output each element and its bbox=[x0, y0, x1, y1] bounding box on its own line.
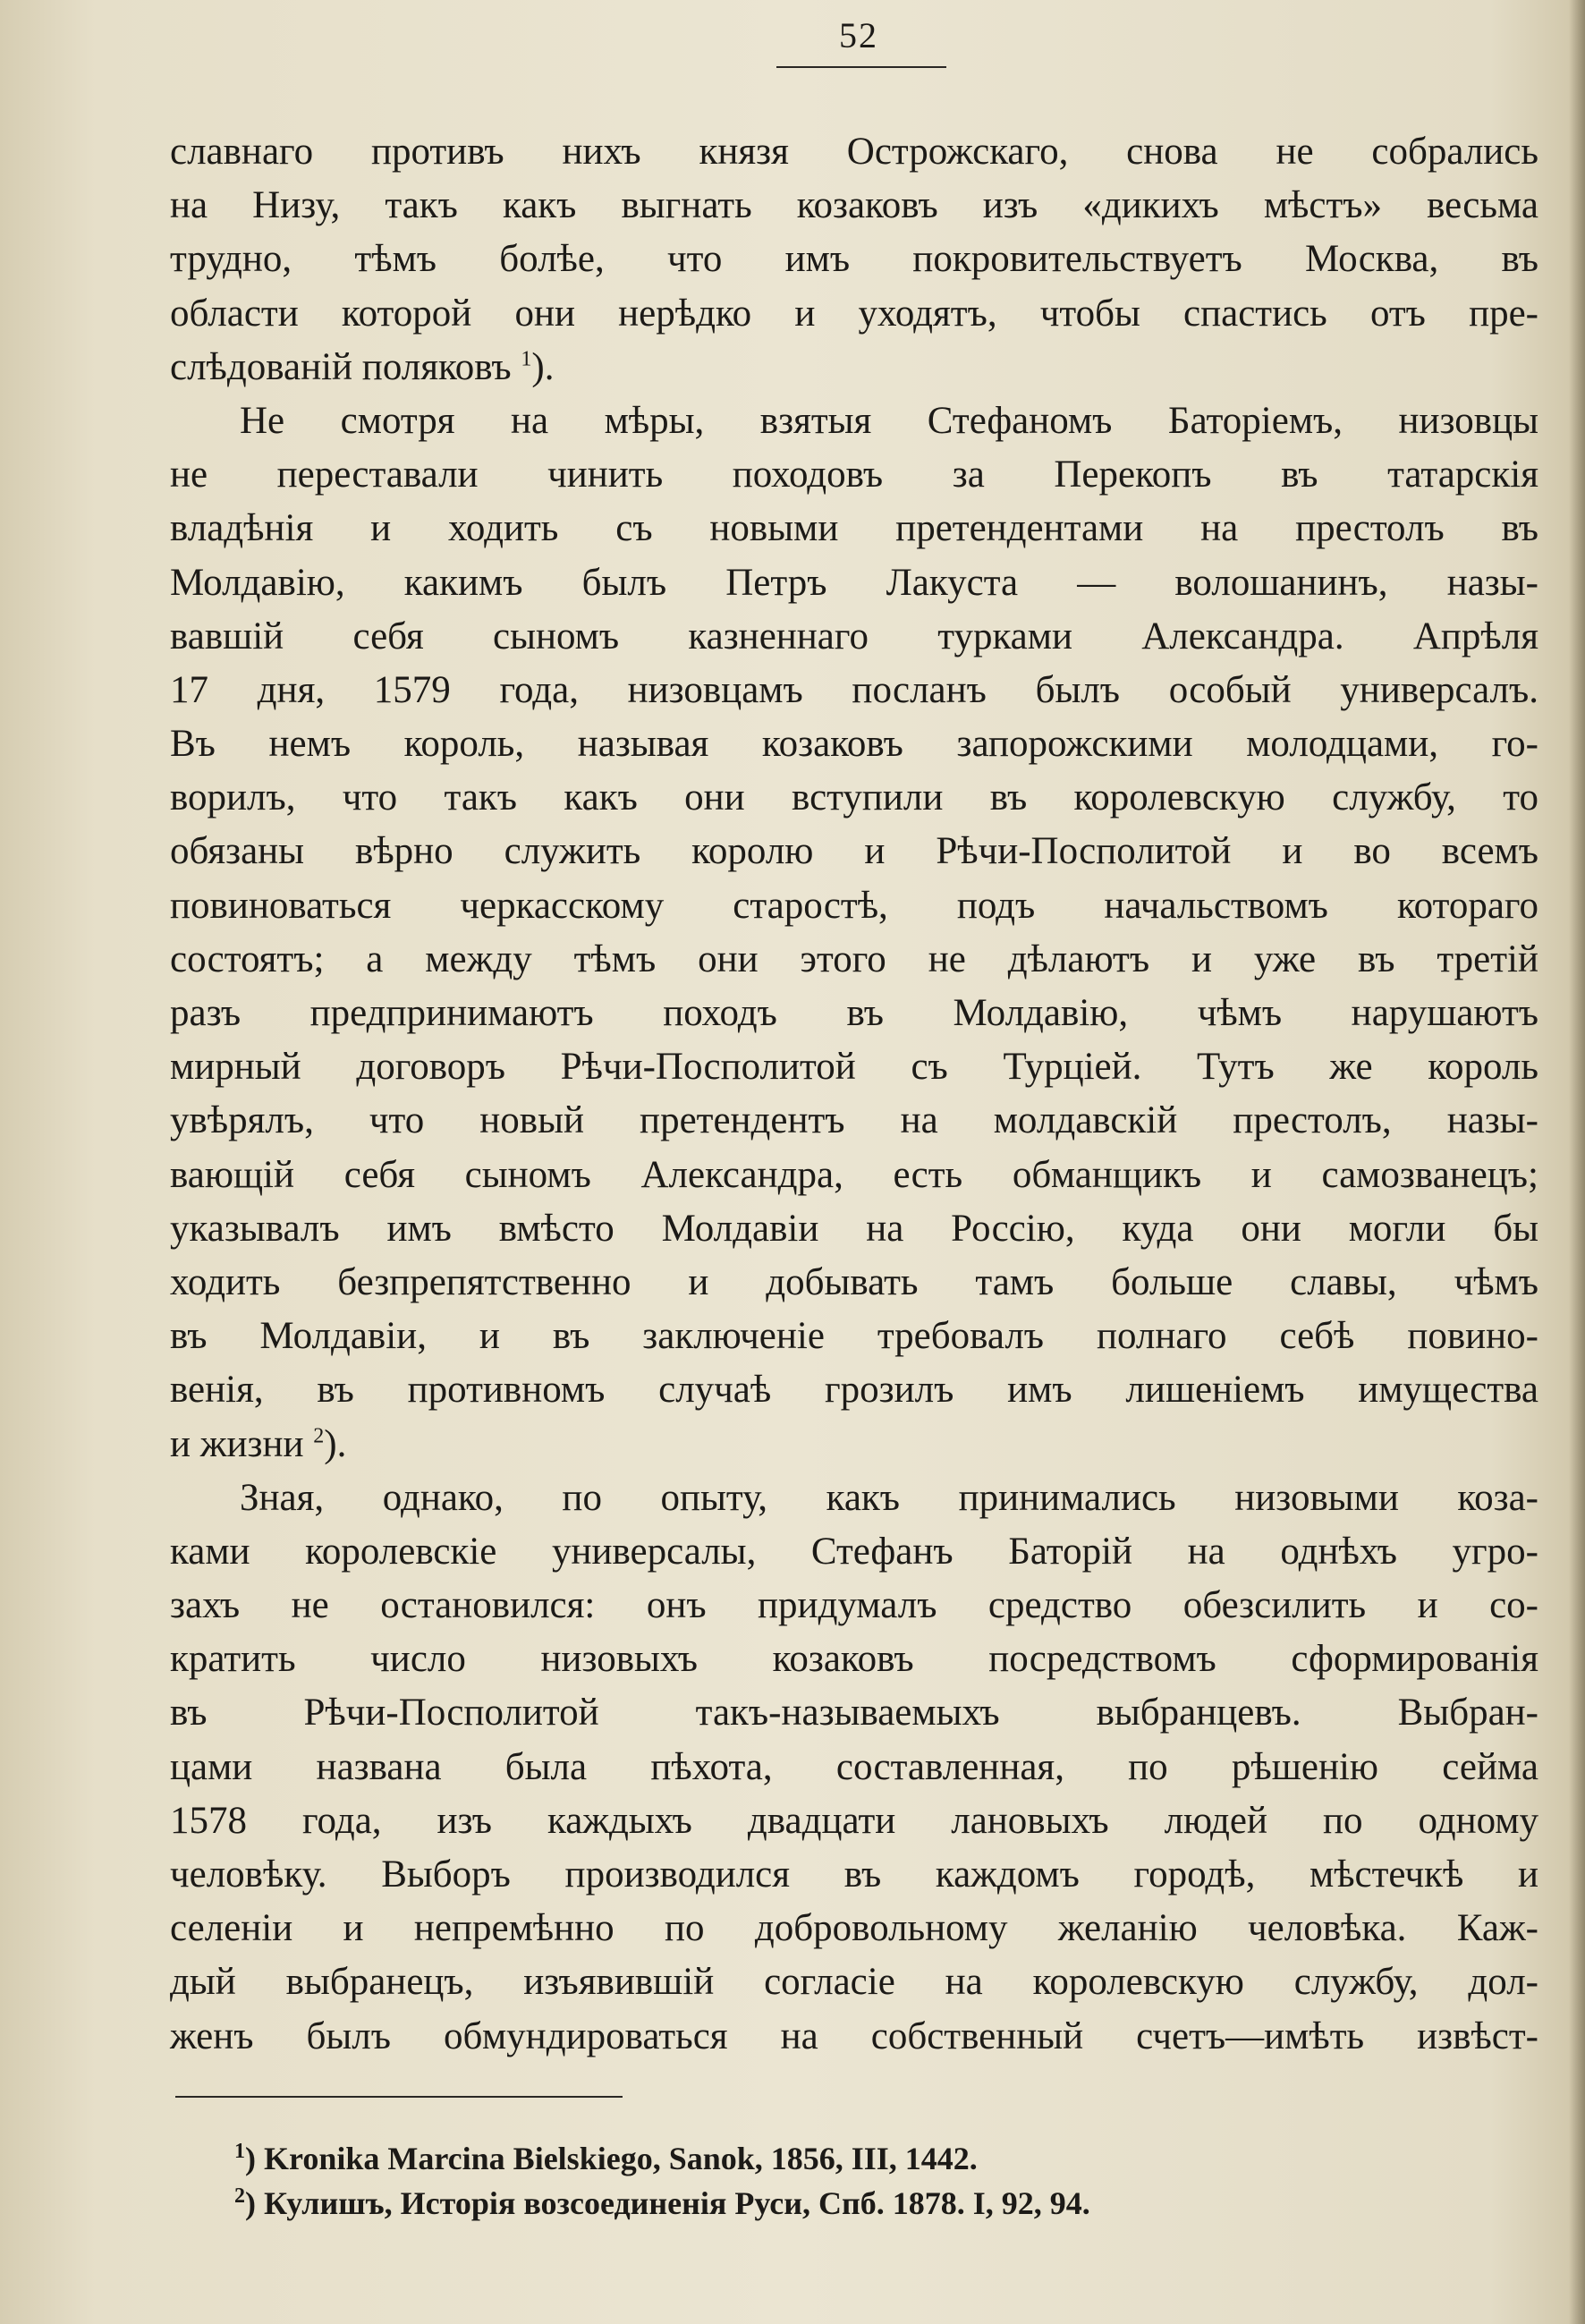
text-line: мирный договоръ Рѣчи-Посполитой съ Турціей. Тутъ же король bbox=[170, 1046, 1538, 1089]
text-line bbox=[170, 341, 1538, 394]
text-line: 17 дня, 1579 года, низовцамъ посланъ былъ особый универсалъ. bbox=[170, 668, 1538, 711]
footnote-close: ) bbox=[245, 2141, 256, 2176]
page-number: 52 bbox=[839, 15, 878, 55]
text-line: трудно, тѣмъ болѣе, что имъ покровительствуетъ Москва, въ bbox=[170, 238, 1538, 281]
text-line: цами названа была пѣхота, составленная, по рѣшенію сейма bbox=[170, 1745, 1538, 1788]
footnotes bbox=[234, 2136, 1397, 2226]
text-line: вающій себя сыномъ Александра, есть обманщикъ и самозванецъ; bbox=[170, 1153, 1538, 1196]
text-line: увѣрялъ, что новый претендентъ на молдавскій престолъ, назы- bbox=[170, 1099, 1538, 1142]
text-line bbox=[170, 1418, 1538, 1472]
text-line: ходить безпрепятственно и добывать тамъ больше славы, чѣмъ bbox=[170, 1260, 1538, 1303]
line-text: и жизни bbox=[170, 1422, 304, 1465]
text-line: состоятъ; а между тѣмъ они этого не дѣлаютъ и уже въ третій bbox=[170, 937, 1538, 980]
text-line: въ Рѣчи-Посполитой такъ-называемыхъ выбранцевъ. Выбран- bbox=[170, 1692, 1538, 1735]
text-line: Молдавію, какимъ былъ Петръ Лакуста — волошанинъ, назы- bbox=[170, 561, 1538, 604]
line-text: слѣдованій поляковъ bbox=[170, 345, 512, 388]
paragraph bbox=[170, 1472, 1538, 2064]
paragraph bbox=[170, 394, 1538, 1472]
text-line: славнаго противъ нихъ князя Острожскаго, снова не собрались bbox=[170, 131, 1538, 173]
text-line: области которой они нерѣдко и уходятъ, чтобы спастись отъ пре- bbox=[170, 292, 1538, 335]
text-line: венія, въ противномъ случаѣ грозилъ имъ лишеніемъ имущества bbox=[170, 1369, 1538, 1412]
text-line: человѣку. Выборъ производился въ каждомъ городѣ, мѣстечкѣ и bbox=[170, 1853, 1538, 1896]
footnote bbox=[234, 2181, 1397, 2226]
text-line: владѣнія и ходить съ новыми претендентами на престолъ въ bbox=[170, 507, 1538, 550]
paragraph bbox=[170, 125, 1538, 394]
text-line: Въ немъ король, называя козаковъ запорожскими молодцами, го- bbox=[170, 723, 1538, 766]
footnote-ref: 2 bbox=[313, 1424, 325, 1448]
text-line: ворилъ, что такъ какъ они вступили въ королевскую службу, то bbox=[170, 776, 1538, 819]
footnote-text: Kronika Marcina Bielskiego, Sanok, 1856, III, 1442. bbox=[264, 2141, 978, 2176]
line-tail: ). bbox=[531, 345, 555, 388]
footnote bbox=[234, 2136, 1397, 2181]
footnote-close: ) bbox=[245, 2185, 256, 2221]
page-edge-shadow bbox=[1569, 0, 1585, 2324]
footnote-ref: 1 bbox=[521, 347, 532, 371]
header-rule bbox=[776, 66, 946, 68]
footnote-marker: 1 bbox=[234, 2140, 245, 2163]
text-line: селеніи и непремѣнно по добровольному желанію человѣка. Каж- bbox=[170, 1907, 1538, 1950]
text-line: Не смотря на мѣры, взятыя Стефаномъ Баторіемъ, низовцы bbox=[240, 399, 1538, 442]
text-line: указывалъ имъ вмѣсто Молдавіи на Россію, куда они могли бы bbox=[170, 1207, 1538, 1250]
text-line: захъ не остановился: онъ придумалъ средство обезсилить и со- bbox=[170, 1584, 1538, 1627]
text-line: повиноваться черкасскому старостѣ, подъ начальствомъ котораго bbox=[170, 884, 1538, 927]
text-line: вавшій себя сыномъ казненнаго турками Александра. Апрѣля bbox=[170, 615, 1538, 657]
text-line: женъ былъ обмундироваться на собственный счетъ—имѣть извѣст- bbox=[170, 2014, 1538, 2057]
text-line: ками королевскіе универсалы, Стефанъ Баторій на однѣхъ угро- bbox=[170, 1530, 1538, 1573]
text-line: разъ предпринимаютъ походъ въ Молдавію, чѣмъ нарушаютъ bbox=[170, 992, 1538, 1034]
text-line: на Низу, такъ какъ выгнать козаковъ изъ «дикихъ мѣстъ» весьма bbox=[170, 184, 1538, 227]
text-line: не переставали чинить походовъ за Перекопъ въ татарскія bbox=[170, 454, 1538, 496]
footnote-marker: 2 bbox=[234, 2184, 245, 2208]
text-line: Зная, однако, по опыту, какъ принимались низовыми коза- bbox=[240, 1476, 1538, 1519]
text-line: въ Молдавіи, и въ заключеніе требовалъ полнаго себѣ повино- bbox=[170, 1315, 1538, 1358]
text-line: обязаны вѣрно служить королю и Рѣчи-Посполитой и во всемъ bbox=[170, 830, 1538, 873]
line-tail: ). bbox=[324, 1422, 347, 1465]
text-line: кратить число низовыхъ козаковъ посредствомъ сформированія bbox=[170, 1638, 1538, 1681]
footnote-text: Кулишъ, Исторія возсоединенія Руси, Спб. 1878. I, 92, 94. bbox=[264, 2185, 1090, 2221]
body-text bbox=[170, 125, 1538, 2064]
text-line: дый выбранецъ, изъявившій согласіе на королевскую службу, дол- bbox=[170, 1961, 1538, 2004]
text-line: 1578 года, изъ каждыхъ двадцати лановыхъ людей по одному bbox=[170, 1799, 1538, 1842]
footnote-rule bbox=[175, 2096, 623, 2098]
